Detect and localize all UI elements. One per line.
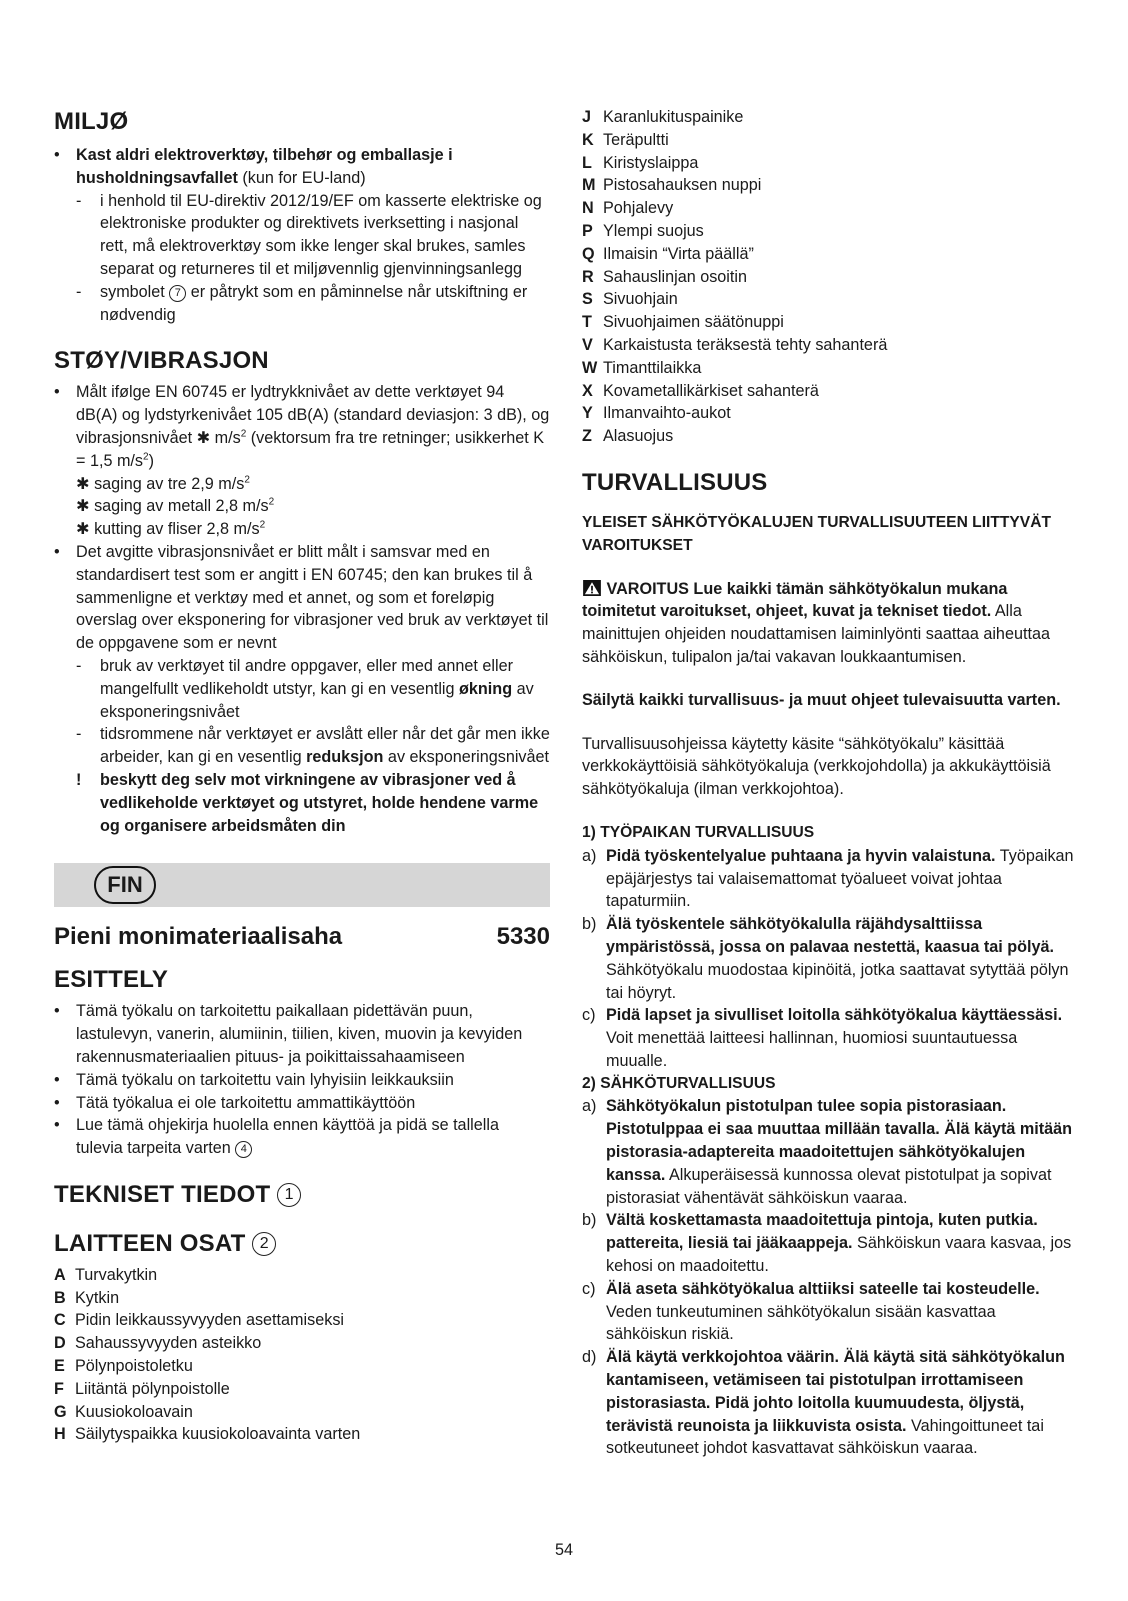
part-label: Ylempi suojus xyxy=(603,221,704,240)
list-item xyxy=(582,129,1076,152)
list-item xyxy=(582,1346,1076,1460)
part-key: J xyxy=(582,108,592,126)
warning-paragraph xyxy=(582,578,1076,669)
language-badge: FIN xyxy=(94,866,156,904)
part-label: Pistosahauksen nuppi xyxy=(603,176,762,195)
part-key: B xyxy=(54,1288,66,1307)
superscript: 2 xyxy=(268,496,275,508)
item-key: a) xyxy=(582,846,597,865)
list-item: - tidsrommene når verktøyet er avslått eller når det går men ikke arbeider, kan gi en vesentlig reduksjon av eksponeringsnivået xyxy=(76,725,550,767)
miljo-sub2-a: symbolet xyxy=(100,282,170,301)
list-item: - bruk av verktøyet til andre oppgaver, eller med annet eller mangelfullt vedlikeholdt utstyr, kan gi en vesentlig økning av eksponeringsnivået xyxy=(76,656,534,721)
definition-paragraph: Turvallisuusohjeissa käytetty käsite “sähkötyökalu” käsittää verkkokäyttöisiä sähkötyökaluja (verkkojohdolla) ja akkukäyttöisiä sähkötyökaluja (ilman verkkojohtoa). xyxy=(582,734,1051,799)
list-item: • Tämä työkalu on tarkoitettu vain lyhyisiin leikkauksiin xyxy=(54,1069,550,1092)
list-item xyxy=(582,913,1076,1004)
list-item xyxy=(582,106,1076,129)
ref-number: 1 xyxy=(277,1183,301,1207)
language-bar xyxy=(54,863,550,907)
esittely-item: Tätä työkalua ei ole tarkoitettu ammattikäyttöön xyxy=(76,1093,416,1112)
part-key: S xyxy=(582,290,593,309)
subheading-electrical: 2) SÄHKÖTURVALLISUUS xyxy=(582,1074,776,1092)
miljo-bold-text: Kast aldri elektroverktøy, tilbehør og emballasje i husholdningsavfallet xyxy=(76,146,453,187)
stoy-b2: Det avgitte vibrasjonsnivået er blitt målt i samsvar med en standardisert test som er angitt i EN 60745; den kan brukes til å sammenligne et verktøy med et annet, og som et foreløpig overslag over eksponering for vibrasjoner ved bruk av verktøyet til de oppgavene som er nevnt xyxy=(76,542,549,653)
list-item xyxy=(582,334,1076,357)
part-label: Turvakytkin xyxy=(75,1265,158,1284)
parts-list-continued xyxy=(582,106,1076,448)
list-item xyxy=(54,1401,550,1424)
part-key: H xyxy=(54,1425,66,1444)
stoy-b1-b: m/s xyxy=(210,428,241,447)
part-label: Teräpultti xyxy=(603,130,669,149)
list-item xyxy=(582,402,1076,425)
part-label: Sahauslinjan osoitin xyxy=(603,267,747,286)
asterisk-icon: ✱ xyxy=(76,520,90,539)
item-bold: Älä aseta sähkötyökalua alttiiksi sateelle tai kosteudelle. xyxy=(606,1279,1040,1298)
item-text: Alkuperäisessä kunnossa olevat pistotulpat ja sopivat pistorasiat vähentävät sähköiskun vaaraa. xyxy=(606,1165,1052,1207)
item-key: b) xyxy=(582,915,597,934)
item-bold: Vältä koskettamasta maadoitettuja pintoja, kuten putkia. pattereita, liesiä tai jääkaappeja. xyxy=(606,1211,1038,1253)
osat-title-text: LAITTEEN OSAT xyxy=(54,1229,253,1257)
part-key: C xyxy=(54,1311,66,1330)
item-key: c) xyxy=(582,1006,596,1025)
list-item xyxy=(582,845,1076,913)
part-label: Liitäntä pölynpoistolle xyxy=(75,1379,230,1398)
bullet: • xyxy=(54,146,60,164)
ref-number: 2 xyxy=(252,1232,276,1256)
list-item xyxy=(582,380,1076,403)
part-key: L xyxy=(582,153,592,172)
stoy-s2-b: reduksjon xyxy=(306,748,384,767)
part-key: X xyxy=(582,381,593,400)
item-key: c) xyxy=(582,1279,596,1298)
stoy-b1-a: Målt ifølge EN 60745 er lydtrykknivået av dette verktøyet 94 dB(A) og lydstyrkenivået 105 dB(A) (standard deviasjon: 3 dB), og vibrasjonsnivået xyxy=(76,383,550,447)
item-key: d) xyxy=(582,1348,597,1367)
page-number: 54 xyxy=(554,1541,573,1559)
list-item xyxy=(582,1004,1076,1072)
list-item xyxy=(54,1355,550,1378)
tekniset-title-text: TEKNISET TIEDOT xyxy=(54,1180,278,1208)
list-item xyxy=(582,288,1076,311)
warning-triangle-icon xyxy=(582,580,602,596)
product-name: Pieni monimateriaalisaha xyxy=(54,923,343,951)
list-item: • Lue tämä ohjekirja huolella ennen käyttöä ja pidä se tallella tulevia tarpeita varten 4 xyxy=(54,1116,499,1158)
list-item: - symbolet 7 er påtrykt som en påminnelse når utskiftning er nødvendig xyxy=(76,282,528,324)
part-label: Kytkin xyxy=(75,1288,120,1307)
part-key: V xyxy=(582,335,593,354)
list-item xyxy=(582,266,1076,289)
item-bold: Pidä työskentelyalue puhtaana ja hyvin valaistuna. xyxy=(606,846,996,865)
part-label: Karanlukituspainike xyxy=(603,108,744,126)
part-label: Pohjalevy xyxy=(603,199,674,218)
part-key: P xyxy=(582,221,593,240)
section-title-stoy: STØY/VIBRASJON xyxy=(54,347,269,375)
part-key: K xyxy=(582,130,594,149)
superscript: 2 xyxy=(143,451,149,463)
list-item: • Tämä työkalu on tarkoitettu paikallaan pidettävän puun, lastulevyn, vanerin, alumiinin, tiilien, kiven, muovin ja kevyiden rakennusmateriaalien pituus- ja poikittaissahaamiseen xyxy=(54,1000,550,1068)
list-item xyxy=(582,197,1076,220)
part-key: W xyxy=(582,358,598,377)
item-bold: Älä työskentele sähkötyökalulla räjähdysalttiissa ympäristössä, jossa on palavaa nestettä, kaasua tai pölyä. xyxy=(606,915,1055,956)
product-title xyxy=(54,922,550,952)
list-item xyxy=(582,243,1076,266)
list-item xyxy=(54,1332,550,1355)
part-label: Sahaussyvyyden asteikko xyxy=(75,1334,262,1353)
part-label: Timanttilaikka xyxy=(603,358,702,377)
superscript: 2 xyxy=(259,519,266,531)
left-column xyxy=(54,104,550,1446)
part-label: Ilmanvaihto-aukot xyxy=(603,404,731,423)
section-title-osat xyxy=(54,1229,550,1259)
item-text: Voit menettää laitteesi hallinnan, huomiosi suuntautuessa muualle. xyxy=(606,1029,1018,1070)
vib-value-2: saging av metall 2,8 m/s xyxy=(89,497,269,516)
list-item: ! beskytt deg selv mot virkningene av vibrasjoner ved å vedlikeholde verktøyet og utstyret, holde hendene varme og organisere arbeidsmåten din xyxy=(76,769,550,837)
ref-number: 7 xyxy=(169,285,186,302)
part-key: M xyxy=(582,176,596,195)
superscript: 2 xyxy=(240,428,247,440)
stoy-s2-a: tidsrommene når verktøyet er avslått eller når det går men ikke arbeider, kan gi en vesentlig xyxy=(100,725,550,767)
stoy-b1-d: ) xyxy=(148,451,154,470)
part-key: Z xyxy=(582,427,592,446)
part-key: T xyxy=(582,313,592,332)
list-item xyxy=(582,357,1076,380)
warning-bold: VAROITUS Lue kaikki tämän sähkötyökalun mukana toimitetut varoitukset, ohjeet, kuvat ja tekniset tiedot. xyxy=(582,579,1008,621)
part-key: D xyxy=(54,1334,66,1353)
list-item xyxy=(54,144,550,190)
parts-list xyxy=(54,1264,550,1446)
stoy-s1-b: økning xyxy=(459,679,513,698)
section-title-miljo: MILJØ xyxy=(54,108,129,135)
part-label: Kuusiokoloavain xyxy=(75,1402,193,1421)
warning-text: Alla mainittujen ohjeiden noudattamisen laiminlyönti saattaa aiheuttaa sähköiskun, tulipalon ja/tai vakavan loukkaantumisen. xyxy=(582,602,1050,666)
esittely-list xyxy=(54,1000,550,1160)
stoy-s2-c: av eksponeringsnivået xyxy=(383,748,550,767)
subheading-general-warnings: YLEISET SÄHKÖTYÖKALUJEN TURVALLISUUTEEN LIITTYVÄT VAROITUKSET xyxy=(582,513,1051,554)
part-label: Säilytyspaikka kuusiokoloavainta varten xyxy=(75,1425,361,1444)
part-key: G xyxy=(54,1402,67,1421)
stoy-warning: beskytt deg selv mot virkningene av vibrasjoner ved å vedlikeholde verktøyet og utstyret, holde hendene varme og organisere arbeidsmåten din xyxy=(100,770,539,835)
item-text: Sähköiskun vaara kasvaa, jos kehosi on maadoitettu. xyxy=(606,1234,1072,1276)
part-key: Q xyxy=(582,244,595,263)
vib-value-3: kutting av fliser 2,8 m/s xyxy=(89,520,260,539)
part-label: Kiristyslaippa xyxy=(603,153,699,172)
vib-value-1: saging av tre 2,9 m/s xyxy=(89,474,245,493)
asterisk-icon: ✱ xyxy=(76,474,90,493)
part-key: Y xyxy=(582,404,593,423)
miljo-text: (kun for EU-land) xyxy=(237,168,366,187)
part-label: Pidin leikkaussyvyyden asettamiseksi xyxy=(75,1311,345,1330)
ref-number: 4 xyxy=(235,1141,252,1158)
list-item: - i henhold til EU-direktiv 2012/19/EF om kasserte elektriske og elektroniske produkter og direktivets iverksetting i nasjonal rett, må elektroverktøy som ikke lenger skal brukes, samles separat og returneres til et miljøvennlig gjenvinningsanlegg xyxy=(76,190,550,281)
list-item: • Tätä työkalua ei ole tarkoitettu ammattikäyttöön xyxy=(54,1092,550,1115)
asterisk-icon: ✱ xyxy=(196,428,211,447)
list-item xyxy=(54,1264,550,1287)
part-label: Pölynpoistoletku xyxy=(75,1357,193,1376)
asterisk-icon: ✱ xyxy=(76,497,90,516)
list-item: • Det avgitte vibrasjonsnivået er blitt målt i samsvar med en standardisert test som er angitt i EN 60745; den kan brukes til å sammenligne et verktøy med et annet, og som et foreløpig overslag over eksponering for vibrasjoner ved bruk av verktøyet til de oppgavene som er nevnt xyxy=(54,541,550,655)
part-label: Sivuohjain xyxy=(603,290,678,309)
item-bold: Sähkötyökalun pistotulpan tulee sopia pistorasiaan. Pistotulppaa ei saa muuttaa millään tavalla. Älä käytä mitään pistorasia-adaptereita maadoitettujen sähkötyökalujen kanssa. xyxy=(606,1097,1073,1184)
stoy-s1-a: bruk av verktøyet til andre oppgaver, eller med annet eller mangelfullt vedlikeholdt utstyr, kan gi en vesentlig xyxy=(100,656,513,698)
item-text: Vahingoittuneet tai sotkeutuneet johdot kasvattavat sähköiskun vaaraa. xyxy=(606,1416,1044,1458)
product-code: 5330 xyxy=(496,923,550,951)
item-text: Työpaikan epäjärjestys tai valaisemattomat työalueet voivat johtaa tapaturmiin. xyxy=(606,846,1074,911)
miljo-sub2-b: er påtrykt som en påminnelse når utskiftning er nødvendig xyxy=(100,282,528,324)
section-title-turvallisuus: TURVALLISUUS xyxy=(582,468,768,496)
list-item xyxy=(54,1423,550,1446)
stoy-b1-c: (vektorsum fra tre retninger; usikkerhet K = 1,5 m/s xyxy=(76,428,545,470)
right-column xyxy=(582,106,1076,1460)
list-item xyxy=(582,425,1076,448)
item-text: Veden tunkeutuminen sähkötyökalun sisään kasvattaa sähköiskun riskiä. xyxy=(606,1302,996,1344)
part-label: Karkaistusta teräksestä tehty sahanterä xyxy=(603,335,888,354)
esittely-item: Tämä työkalu on tarkoitettu paikallaan pidettävän puun, lastulevyn, vanerin, alumiinin, tiilien, kiven, muovin ja kevyiden rakennusmateriaalien pituus- ja poikittaissahaamiseen xyxy=(76,1002,523,1066)
esittely-item: Tämä työkalu on tarkoitettu vain lyhyisiin leikkauksiin xyxy=(76,1070,454,1089)
section-title-esittely: ESITTELY xyxy=(54,966,169,994)
part-key: E xyxy=(54,1357,65,1376)
item-text: Sähkötyökalu muodostaa kipinöitä, jotka saattavat sytyttää pölyn tai höyryt. xyxy=(606,960,1069,1002)
subheading-workplace: 1) TYÖPAIKAN TURVALLISUUS xyxy=(582,823,815,841)
list-item xyxy=(582,174,1076,197)
part-key: F xyxy=(54,1379,64,1398)
list-item xyxy=(582,152,1076,175)
list-item xyxy=(582,311,1076,334)
part-label: Sivuohjaimen säätönuppi xyxy=(603,313,784,332)
list-item: • Målt ifølge EN 60745 er lydtrykknivået av dette verktøyet 94 dB(A) og lydstyrkenivået 105 dB(A) (standard deviasjon: 3 dB), og vibrasjonsnivået ✱ $m/s^2$ (vektorsum fra tre retninger; usikkerhet K = 1,5 $m/s^2$) ✱ saging av tre 2,9 $m/s^2$ ✱ saging av metall 2,8 $m/s^2$ ✱ kutting av fliser 2,8 $m/s^2$ xyxy=(54,383,550,539)
item-bold: Älä käytä verkkojohtoa väärin. Älä käytä sitä sähkötyökalun kantamiseen, vetämiseen tai pistotulpan irrottamiseen pistorasiasta. Pidä johto loitolla kuumuudesta, öljystä, terävistä reunoista ja liikkuvista osista. xyxy=(606,1348,1065,1435)
list-item xyxy=(582,1095,1076,1209)
part-key: A xyxy=(54,1265,66,1284)
list-item xyxy=(54,1378,550,1401)
list-item xyxy=(582,1209,1076,1277)
item-key: a) xyxy=(582,1097,597,1116)
section-title-tekniset xyxy=(54,1180,550,1210)
keep-instructions: Säilytä kaikki turvallisuus- ja muut ohjeet tulevaisuutta varten. xyxy=(582,690,1061,709)
list-item xyxy=(582,220,1076,243)
superscript: 2 xyxy=(244,474,250,486)
stoy-s1-c: av eksponeringsnivået xyxy=(100,679,534,721)
item-bold: Pidä lapset ja sivulliset loitolla sähkötyökalua käyttäessäsi. xyxy=(606,1006,1063,1025)
part-label: Alasuojus xyxy=(603,427,674,446)
part-key: R xyxy=(582,267,594,286)
list-item xyxy=(54,1287,550,1310)
part-key: N xyxy=(582,199,594,218)
part-label: Kovametallikärkiset sahanterä xyxy=(603,381,819,400)
list-item xyxy=(582,1278,1076,1346)
item-key: b) xyxy=(582,1211,597,1230)
part-label: Ilmaisin “Virta päällä” xyxy=(603,244,754,263)
esittely-item: Lue tämä ohjekirja huolella ennen käyttöä ja pidä se tallella tulevia tarpeita varten xyxy=(76,1116,499,1158)
miljo-sub1: i henhold til EU-direktiv 2012/19/EF om kasserte elektriske og elektroniske produkter og direktivets iverksetting i nasjonal rett, må elektroverktøy som ikke lenger skal brukes, samles separat og returneres til et miljøvennlig gjenvinningsanlegg xyxy=(100,191,542,278)
list-item xyxy=(54,1309,550,1332)
